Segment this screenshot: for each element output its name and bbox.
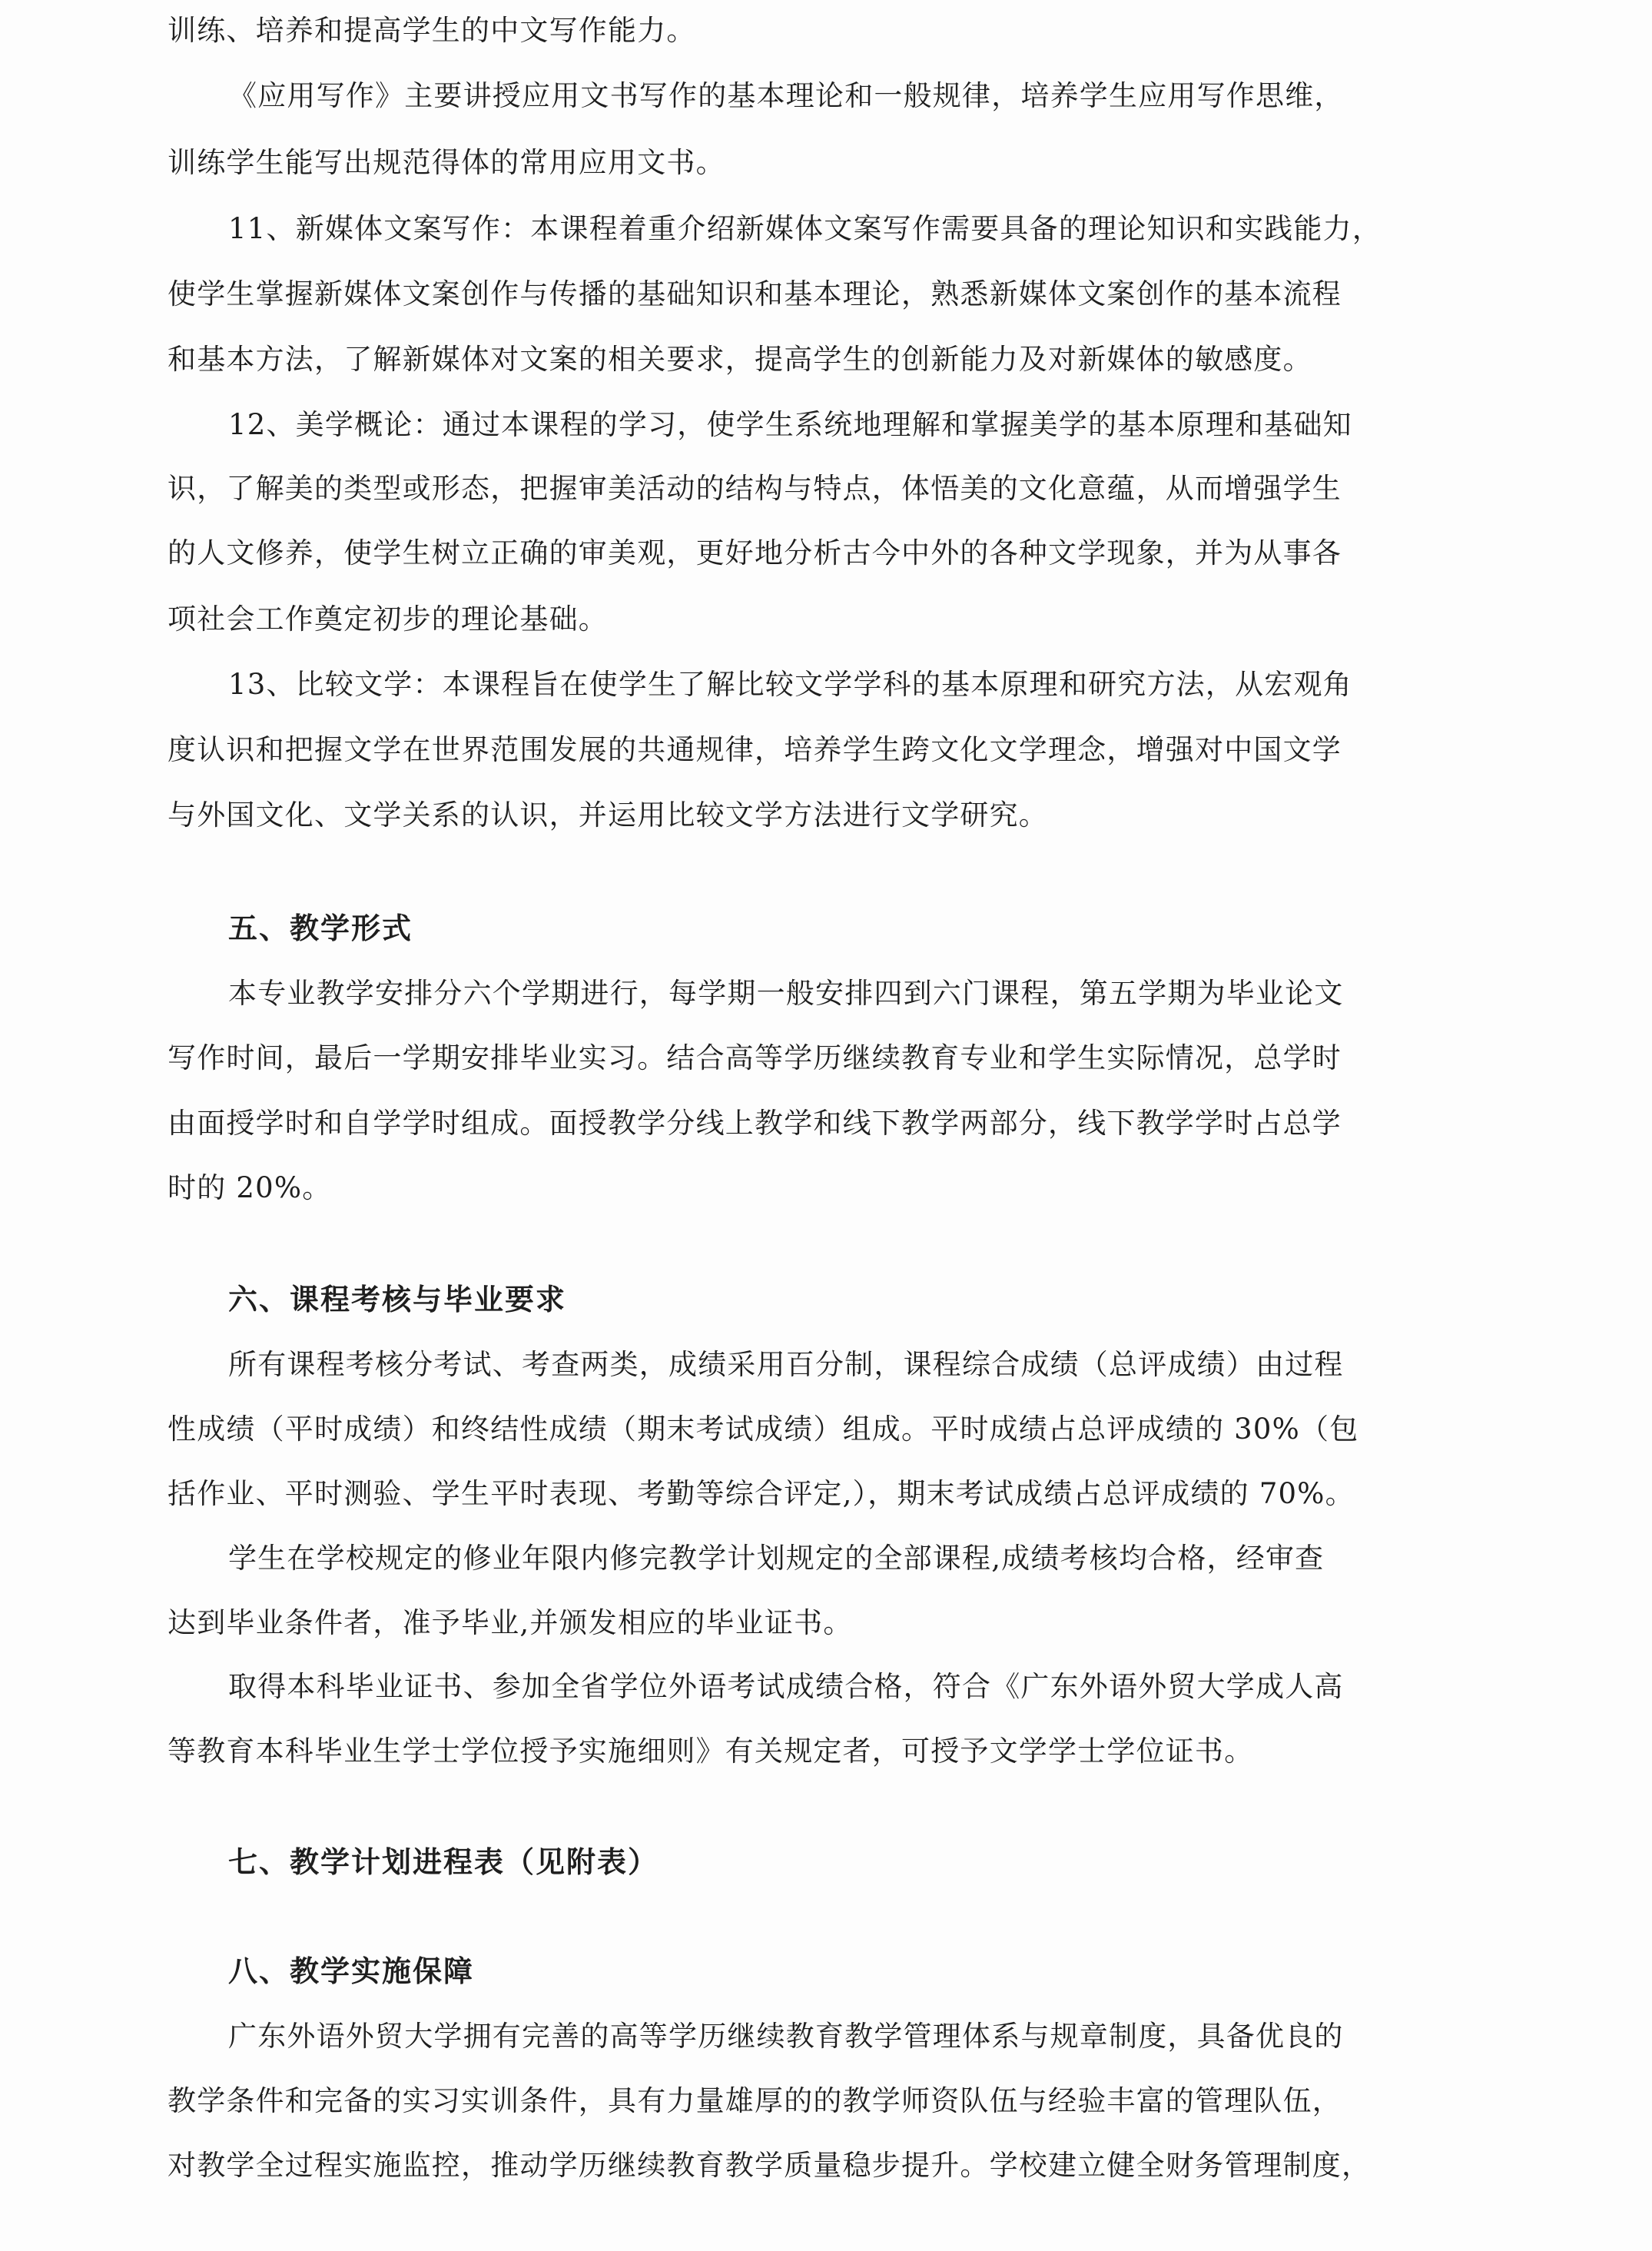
text-line: 取得本科毕业证书、参加全省学位外语考试成绩合格，符合《广东外语外贸大学成人高 — [228, 1670, 1344, 1703]
text-line: 等教育本科毕业生学士学位授予实施细则》有关规定者，可授予文学学士学位证书。 — [168, 1735, 1254, 1768]
text-line: 训练学生能写出规范得体的常用应用文书。 — [168, 146, 725, 179]
text-line: 与外国文化、文学关系的认识，并运用比较文学方法进行文学研究。 — [168, 798, 1048, 832]
text-line: 对教学全过程实施监控，推动学历继续教育教学质量稳步提升。学校建立健全财务管理制度， — [168, 2149, 1372, 2182]
section-heading: 八、教学实施保障 — [228, 1954, 475, 1988]
text-line: 教学条件和完备的实习实训条件，具有力量雄厚的的教学师资队伍与经验丰富的管理队伍， — [168, 2084, 1342, 2117]
text-line: 识，了解美的类型或形态，把握审美活动的结构与特点，体悟美的文化意蕴，从而增强学生 — [168, 472, 1342, 505]
text-line: 写作时间，最后一学期安排毕业实习。结合高等学历继续教育专业和学生实际情况，总学时 — [168, 1041, 1342, 1074]
text-line: 性成绩（平时成绩）和终结性成绩（期末考试成绩）组成。平时成绩占总评成绩的 30%（包 — [168, 1413, 1359, 1446]
text-line: 本专业教学安排分六个学期进行，每学期一般安排四到六门课程，第五学期为毕业论文 — [228, 977, 1344, 1010]
text-line: 11、新媒体文案写作：本课程着重介绍新媒体文案写作需要具备的理论知识和实践能力， — [228, 212, 1382, 245]
text-line: 的人文修养，使学生树立正确的审美观，更好地分析古今中外的各种文学现象，并为从事各 — [168, 536, 1342, 569]
text-line: 使学生掌握新媒体文案创作与传播的基础知识和基本理论，熟悉新媒体文案创作的基本流程 — [168, 277, 1342, 310]
text-line: 括作业、平时测验、学生平时表现、考勤等综合评定,），期末考试成绩占总评成绩的 70%。 — [168, 1477, 1355, 1510]
text-line: 和基本方法，了解新媒体对文案的相关要求，提高学生的创新能力及对新媒体的敏感度。 — [168, 343, 1312, 376]
text-line: 所有课程考核分考试、考查两类，成绩采用百分制，课程综合成绩（总评成绩）由过程 — [228, 1348, 1344, 1381]
text-line: 度认识和把握文学在世界范围发展的共通规律，培养学生跨文化文学理念，增强对中国文学 — [168, 733, 1342, 766]
section-heading: 六、课程考核与毕业要求 — [228, 1283, 567, 1316]
text-line: 广东外语外贸大学拥有完善的高等学历继续教育教学管理体系与规章制度，具备优良的 — [228, 2020, 1344, 2053]
text-line: 达到毕业条件者，准予毕业,并颁发相应的毕业证书。 — [168, 1606, 853, 1639]
text-line: 由面授学时和自学学时组成。面授教学分线上教学和线下教学两部分，线下教学学时占总学 — [168, 1107, 1342, 1140]
text-line: 12、美学概论：通过本课程的学习，使学生系统地理解和掌握美学的基本原理和基础知 — [228, 408, 1352, 441]
text-line: 13、比较文学：本课程旨在使学生了解比较文学学科的基本原理和研究方法，从宏观角 — [228, 668, 1352, 701]
section-heading: 五、教学形式 — [228, 911, 413, 945]
text-line: 项社会工作奠定初步的理论基础。 — [168, 603, 608, 636]
text-line: 学生在学校规定的修业年限内修完教学计划规定的全部课程,成绩考核均合格，经审查 — [228, 1542, 1325, 1575]
section-heading: 七、教学计划进程表（见附表） — [228, 1845, 659, 1879]
text-line: 训练、培养和提高学生的中文写作能力。 — [168, 14, 696, 47]
text-line: 《应用写作》主要讲授应用文书写作的基本理论和一般规律，培养学生应用写作思维， — [228, 79, 1344, 112]
text-line: 时的 20%。 — [168, 1171, 332, 1204]
